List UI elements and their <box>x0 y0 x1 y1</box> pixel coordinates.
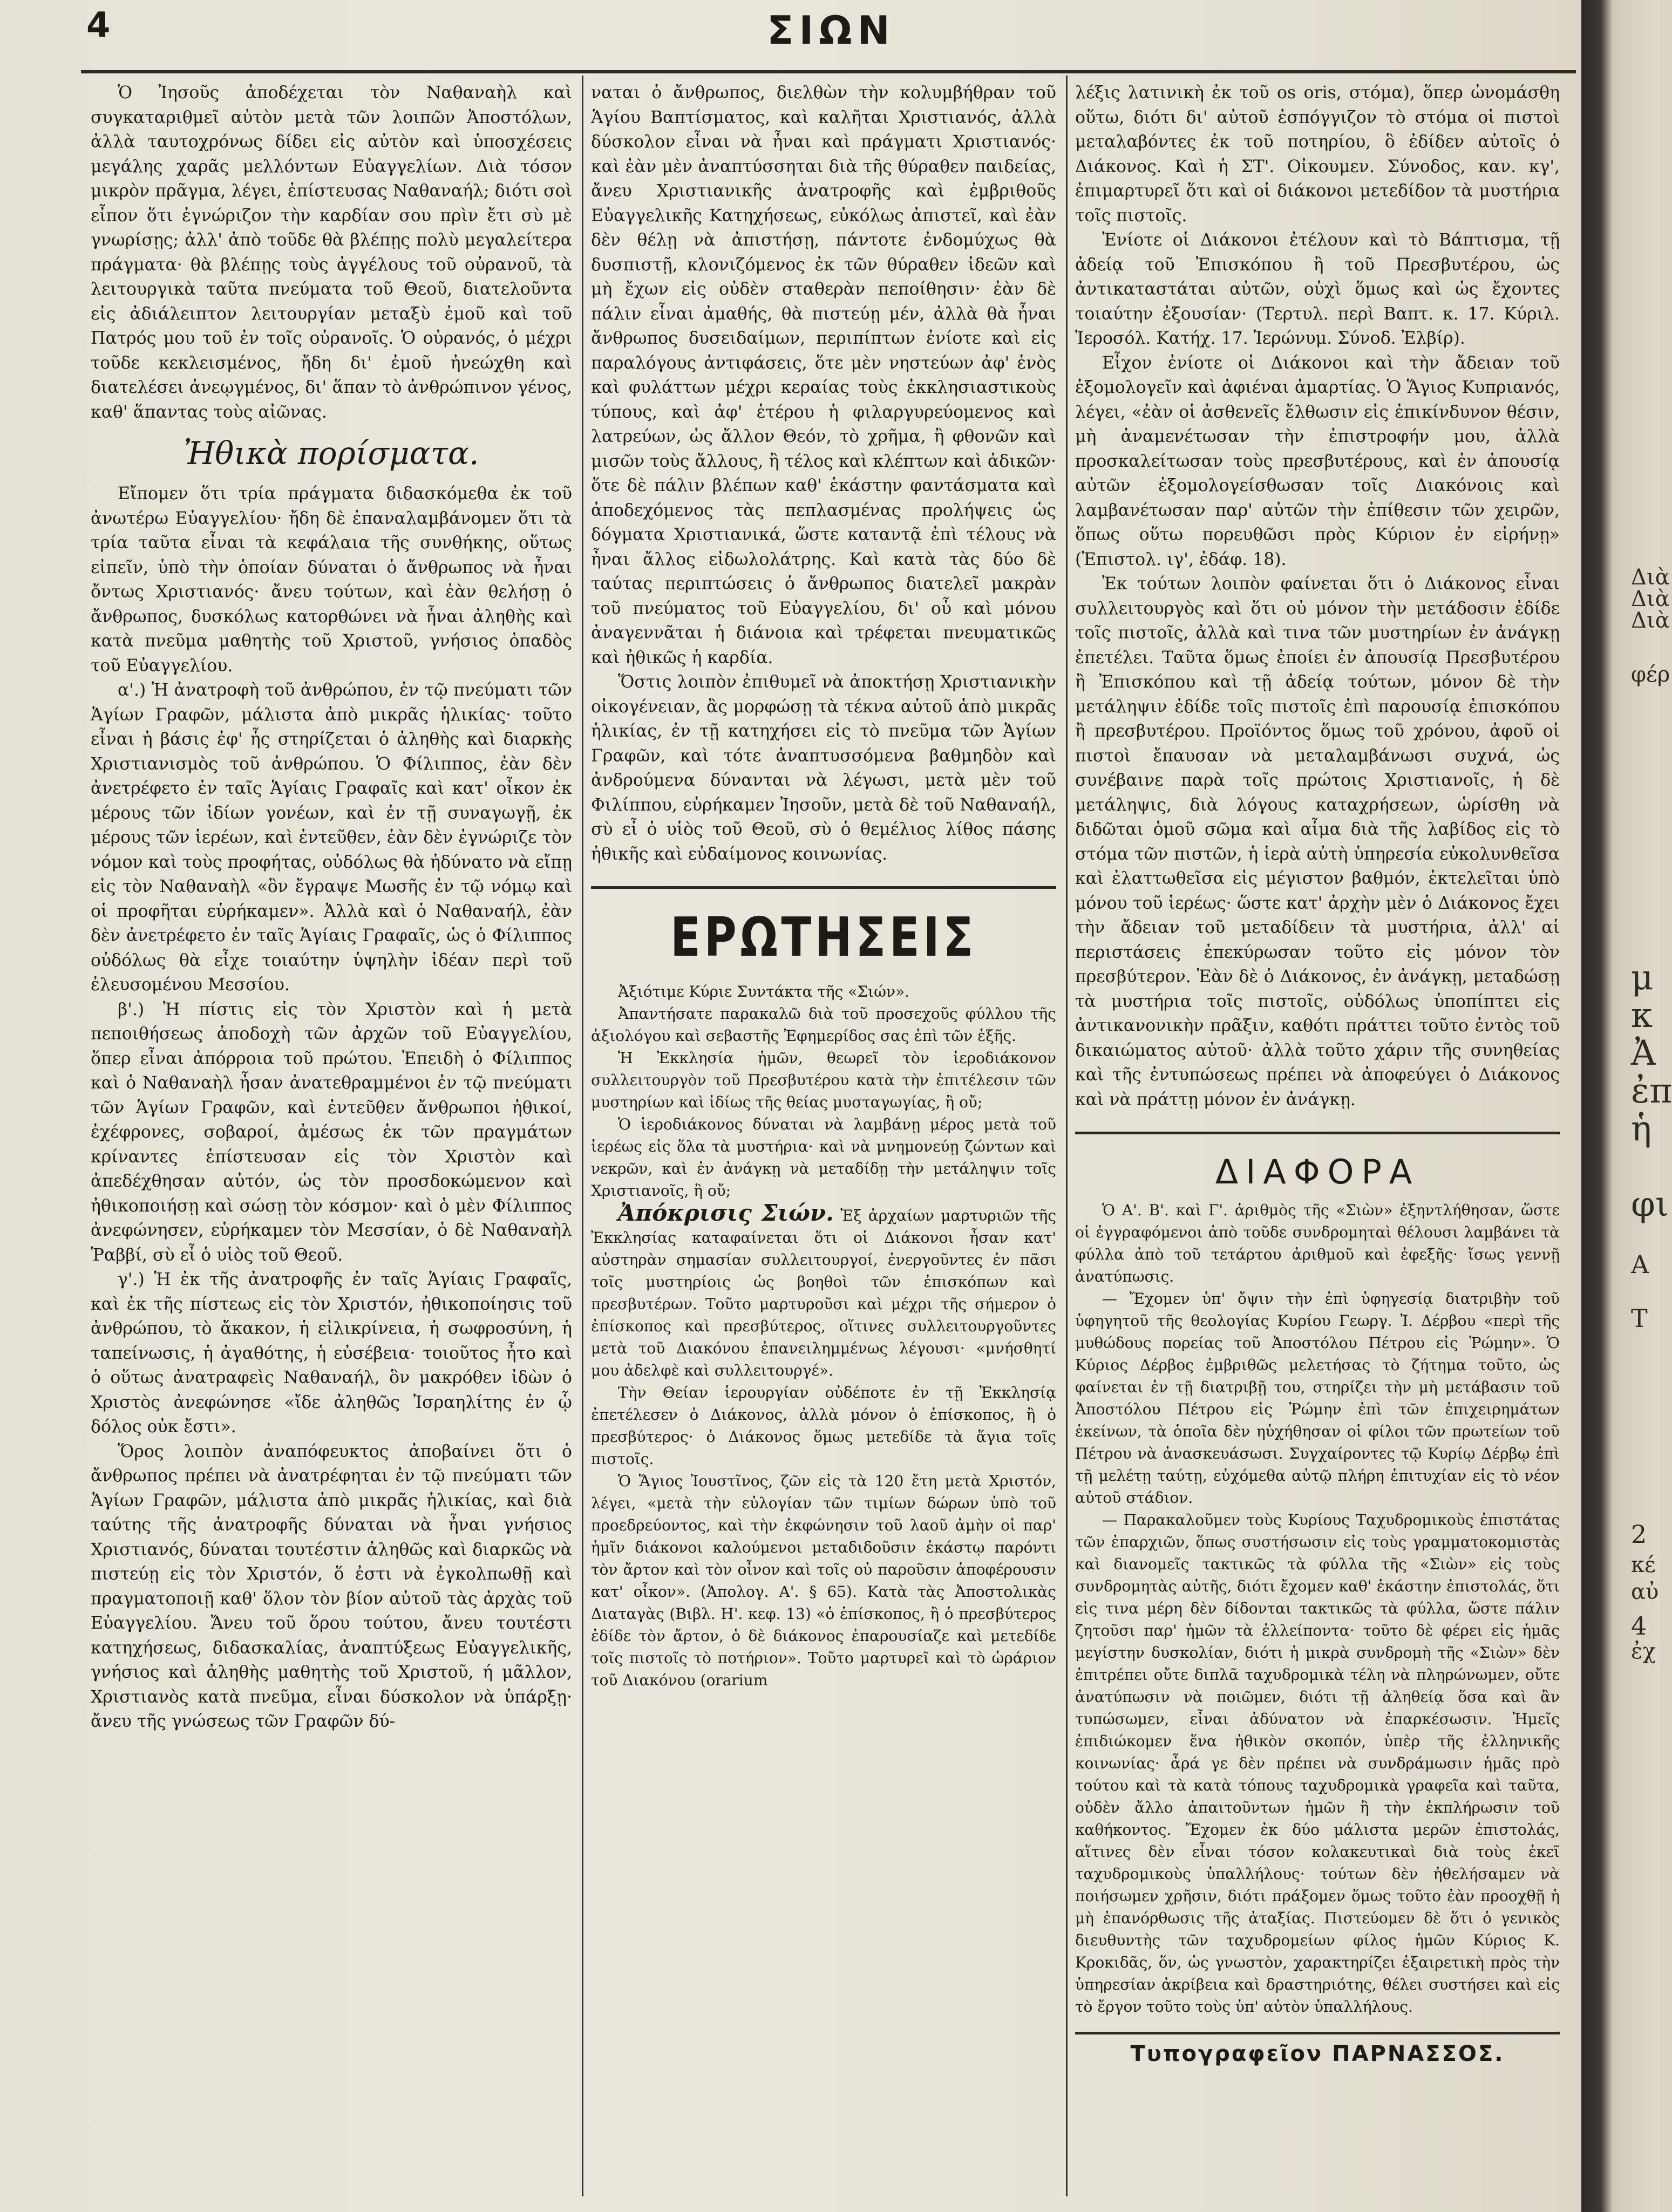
adjacent-page-fragment: Διὰ <box>1631 608 1670 633</box>
answer-label: Ἀπόκρισις Σιών. <box>618 1200 834 1226</box>
notice-paragraph: — Ἔχομεν ὑπ' ὄψιν τὴν ἐπὶ ὑφηγεσίᾳ διατριβὴν τοῦ ὑφηγητοῦ τῆς θεολογίας Κυρίου Γεωργ. Ἰ. Δέρβου «περὶ τῆς μυθώδους πορείας τοῦ Ἀποστόλου Πέτρου εἰς Ῥώμην». Ὁ Κύριος Δέρβος ἐμβριθῶς μελετήσας τὸ ζήτημα τοῦτο, ὡς φαίνεται ἐν τῇ διατριβῇ του, στηρίζει τὴν μὴ μετάβασιν τοῦ Ἀποστόλου Πέτρου εἰς Ῥώμην ἐπὶ τῶν ἐπιχειρημάτων ἐκείνων, τὰ ὁποῖα δὲν ηὐχήθησαν οἱ φίλοι τῶν πρωτείων τοῦ Πέτρου νὰ ἀνασκευάσωσι. Συγχαίροντες τῷ Κυρίῳ Δέρβῳ ἐπὶ τῇ μελέτῃ ταύτῃ, εὐχόμεθα αὐτῷ πλήρη ἐπιτυχίαν εἰς τὸ νέον αὐτοῦ στάδιον. <box>1075 1290 1560 1507</box>
letter-question: Ὁ ἱεροδιάκονος δύναται νὰ λαμβάνῃ μέρος μετὰ τοῦ ἱερέως εἰς ὅλα τὰ μυστήρια· καὶ νὰ μνημονεύῃ ζώντων καὶ νεκρῶν, καὶ ἐν ἀνάγκῃ νὰ μεταδίδῃ τὴν μετάληψιν τοῖς Χριστιανοῖς, ἢ οὔ; <box>591 1115 1056 1200</box>
printer-imprint: Τυπογραφεῖον ΠΑΡΝΑΣΣΟΣ. <box>1130 2041 1505 2066</box>
adjacent-page-fragment: Ἀ <box>1631 1033 1656 1073</box>
adjacent-page-fragment: Διὰ <box>1631 587 1670 611</box>
section-divider <box>1075 1132 1560 1134</box>
adjacent-page-fragment: Α <box>1631 1250 1649 1279</box>
article-paragraph: Ὅστις λοιπὸν ἐπιθυμεῖ νὰ ἀποκτήσῃ Χριστιανικὴν οἰκογένειαν, ἂς μορφώσῃ τὰ τέκνα αὐτοῦ ἀπὸ μικρᾶς ἡλικίας, ἐν τῇ κατηχήσει εἰς τὸ πνεῦμα τῶν Ἁγίων Γραφῶν, καὶ τότε ἀναπτυσσόμενα βαθμηδὸν καὶ ἀνδρούμενα δύνανται νὰ λέγωσι, μετὰ μὲν τοῦ Φιλίππου, εὑρήκαμεν Ἰησοῦν, μετὰ δὲ τοῦ Ναθαναήλ, σὺ εἶ ὁ υἱὸς τοῦ Θεοῦ, σὺ ὁ θεμέλιος λίθος πάσης ἠθικῆς καὶ εὐδαίμονος κοινωνίας. <box>591 672 1056 864</box>
adjacent-page-fragment: φι <box>1631 1185 1669 1224</box>
page-header <box>0 0 1581 94</box>
answer-paragraph: Ἐκ τούτων λοιπὸν φαίνεται ὅτι ὁ Διάκονος εἶναι συλλειτουργὸς καὶ ὅτι οὐ μόνον τὴν μετάδοσιν ἐδίδε τοῖς πιστοῖς, ἀλλὰ καὶ τινα τῶν μυστηρίων ἐν ἀνάγκῃ ἐπετέλει. Ταῦτα ὅμως ἐποίει ἐν ἀπουσίᾳ Πρεσβυτέρου ἢ Ἐπισκόπου καὶ τῇ ἀδείᾳ τούτων, μόνον δὲ τὴν μετάληψιν ἐδίδε τοῖς πιστοῖς ἐπὶ παρουσίᾳ ἐπισκόπου ἢ πρεσβυτέρου. Προϊόντος ὅμως τοῦ χρόνου, ἀφοῦ οἱ πιστοὶ ἔπαυσαν νὰ μεταλαμβάνωσι συχνά, ὡς συνέβαινε παρὰ τοῖς πρώτοις Χριστιανοῖς, ἡ δὲ μετάληψις, διὰ λόγους καταχρήσεων, ὡρίσθη νὰ διδῶται ὁμοῦ σῶμα καὶ αἷμα διὰ τῆς λαβίδος εἰς τὸ στόμα τῶν πιστῶν, ἡ ἱερὰ αὐτὴ ὑπηρεσία εὐκολυνθεῖσα καὶ ἐλαττωθεῖσα εἰς μέγιστον βαθμόν, ἐκτελεῖται ὑπὸ μόνου τοῦ ἱερέως· ὥστε κατ' ἀρχὴν μὲν ὁ Διάκονος ἔχει τὴν ἄδειαν τοῦ μεταδίδειν τὰ μυστήρια, ἀλλ' αἱ περιστάσεις ἐπεκύρωσαν τοῦτο εἰς μόνον τὸν πρεσβύτερον. Ἐὰν δὲ ὁ Διάκονος, ἐν ἀνάγκῃ, μεταδώσῃ τὰ μυστήρια τοῖς πιστοῖς, οὐδόλως ὑποπίπτει εἰς ἀντικανονικὴν πρᾶξιν, καθότι πράττει τοῦτο ἐντὸς τοῦ δικαιώματος αὐτοῦ· ἀλλὰ τοῦτο χάριν τῆς συνηθείας καὶ τῆς ἐντυπώσεως πρέπει νὰ ἀποφεύγει ὁ Διάκονος καὶ νὰ πράττῃ μόνον ἐν ἀνάγκῃ. <box>1075 574 1560 1110</box>
article-paragraph: β'.) Ἡ πίστις εἰς τὸν Χριστὸν καὶ ἡ μετὰ πεποιθήσεως ἀποδοχὴ τῶν ἀρχῶν τοῦ Εὐαγγελίου, ὅπερ εἶναι ἀπόρροια τοῦ πρώτου. Ἐπειδὴ ὁ Φίλιππος καὶ ὁ Ναθαναὴλ ἦσαν ἀνατεθραμμένοι ἐν τῷ πνεύματι τῶν Ἁγίων Γραφῶν, καὶ ἐντεῦθεν ἄνθρωποι ἠθικοί, ἐχέφρονες, σοβαροί, ἀμέσως ἐκ τῶν πραγμάτων κρίναντες ἐπίστευσαν εἰς τὸν Χριστὸν καὶ ἀπεδέχθησαν αὐτόν, ὡς τὸν προσδοκώμενον καὶ ἠθικοποιήσῃ καὶ σώσῃ τὸν κόσμον· καὶ ὁ μὲν Φίλιππος ἀνεφώνησεν, εὑρήκαμεν τὸν Μεσσίαν, ὁ δὲ Ναθαναὴλ Ῥαββί, σὺ εἶ ὁ υἱὸς τοῦ Θεοῦ. <box>91 999 572 1265</box>
header-rule <box>81 70 1576 73</box>
article-paragraph: Ὁ Ἰησοῦς ἀποδέχεται τὸν Ναθαναὴλ καὶ συγκαταριθμεῖ αὐτὸν μετὰ τῶν λοιπῶν Ἀποστόλων, ἀλλὰ ταυτοχρόνως δίδει εἰς αὐτὸν καὶ ὑποσχέσεις μεγάλης χαρᾶς μελλόντων Εὐαγγελίων. Διὰ τόσον μικρὸν πρᾶγμα, λέγει, ἐπίστευσας Ναθαναήλ; διότι σοὶ εἶπον ὅτι ἐγνώριζον τὴν καρδίαν σου πρὶν ἔτι σὺ μὲ γνωρίσῃς; ἀλλ' ἀπὸ τοῦδε θὰ βλέπῃς πολὺ μεγαλείτερα πράγματα· θὰ βλέπῃς τοὺς ἀγγέλους τοῦ οὐρανοῦ, τὰ λειτουργικὰ ταῦτα πνεύματα τοῦ Θεοῦ, διατελοῦντα εἰς ἀδιάλειπτον λειτουργίαν μεταξὺ ἐμοῦ καὶ τοῦ Πατρός μου τοῦ ἐν τοῖς οὐρανοῖς. Ὁ οὐρανός, ὁ μέχρι τοῦδε κεκλεισμένος, ἤδη δι' ἐμοῦ ἠνεώχθη καὶ διατελέσει ἀνεῳγμένος, δι' ἅπαν τὸ ἀνθρώπινον γένος, καθ' ἅπαντας τοὺς αἰῶνας. <box>91 83 572 422</box>
answer-paragraph: Ὁ Ἅγιος Ἰουστῖνος, ζῶν εἰς τὰ 120 ἔτη μετὰ Χριστόν, λέγει, «μετὰ τὴν εὐλογίαν τῶν τιμίων δώρων ὑπὸ τοῦ προεδρεύοντος, καὶ τὴν ἐκφώνησιν τοῦ λαοῦ ἀμὴν οἱ παρ' ἡμῖν διάκονοι καλούμενοι μεταδιδοῦσιν ἑκάστῳ παρόντι τὸν ἄρτον καὶ τὸν οἶνον καὶ τοῖς οὐ παροῦσιν ἀποφέρουσιν κατ' οἶκον». (Ἀπολογ. Α'. § 65). Κατὰ τὰς Ἀποστολικὰς Διαταγὰς (Βιβλ. Η'. κεφ. 13) «ὁ ἐπίσκοπος, ἢ ὁ πρεσβύτερος ἐδίδε τὸν ἄρτον, ὁ δὲ διάκονος ἐπαρουσίαζε καὶ μετεδίδε τοῖς πιστοῖς τὸ ποτήριον». Τοῦτο μαρτυρεῖ καὶ τὸ ὡράριον τοῦ Διακόνου (orarium <box>591 1472 1056 1689</box>
adjacent-page-fragment: 4 <box>1631 1611 1647 1641</box>
column-divider <box>582 76 583 2196</box>
adjacent-page-fragment: Τ <box>1631 1304 1648 1333</box>
article-paragraph: Εἴπομεν ὅτι τρία πράγματα διδασκόμεθα ἐκ τοῦ ἀνωτέρω Εὐαγγελίου· ἤδη δὲ ἐπαναλαμβάνομεν ὅτι τὰ τρία ταῦτα εἶναι τὰ κεφάλαια τῆς συνθήκης, οὕτως εἰπεῖν, ὑπὸ τὴν ὁποίαν δύναται ὁ ἄνθρωπος νὰ ἦναι ὄντως Χριστιανός· ἄνευ τούτων, καὶ ἐὰν θελήσῃ ὁ ἄνθρωπος, δυσκόλως κατορθώνει νὰ ἦναι ἀληθὴς καὶ κατὰ πνεῦμα μαθητὴς τοῦ Χριστοῦ, γνήσιος ὀπαδὸς τοῦ Εὐαγγελίου. <box>91 484 572 676</box>
section-divider <box>591 886 1056 889</box>
section-heading-questions: ΕΡΩΤΗΣΕΙΣ <box>670 906 977 969</box>
article-paragraph: γ'.) Ἡ ἐκ τῆς ἀνατροφῆς ἐν ταῖς Ἁγίαις Γραφαῖς, καὶ ἐκ τῆς πίστεως εἰς τὸν Χριστόν, ἠθικοποίησις τοῦ ἀνθρώπου, τὸ ἄκακον, ἡ εἰλικρίνεια, ἡ σωφροσύνη, ἡ ταπείνωσις, ἡ ἀγαθότης, ἡ εὐσέβεια· τοιοῦτος ἦτο καὶ ὁ οὕτως ἀνατραφεὶς Ναθαναήλ, ὃν μακρόθεν ἰδὼν ὁ Χριστὸς ἀνεφώνησε «ἴδε ἀληθῶς Ἰσραηλίτης ἐν ᾧ δόλος οὐκ ἔστι». <box>91 1270 572 1437</box>
section-heading-ethical: Ἠθικὰ πορίσματα. <box>183 435 479 472</box>
letter-question: Ἡ Ἐκκλησία ἡμῶν, θεωρεῖ τὸν ἱεροδιάκονον συλλειτουργὸν τοῦ Πρεσβυτέρου κατὰ τὴν ἐπιτέλεσιν τῶν μυστηρίων καὶ ἰδίως τῆς θείας μυσταγωγίας, ἢ οὔ; <box>591 1049 1056 1111</box>
adjacent-page-edge <box>1581 0 1672 2212</box>
answer-paragraph: Ἐξ ἀρχαίων μαρτυριῶν τῆς Ἐκκλησίας καταφαίνεται ὅτι οἱ Διάκονοι ἦσαν κατ' αὐστηρὰν σημασίαν συλλειτουργοί, ἐνεργοῦντες ἐν πᾶσι τοῖς μυστηρίοις ὡς βοηθοὶ τῶν ἐπισκόπων καὶ πρεσβυτέρων. Τοῦτο μαρτυροῦσι καὶ μέχρι τῆς σήμερον ὁ ἐπίσκοπος καὶ πρεσβύτερος, οἵτινες συλλειτουργοῦντες μετὰ τοῦ Διακόνου ἐπανειλημμένως λέγουσι· «μνήσθητί μου ἀδελφὲ καὶ συλλειτουργέ». <box>591 1207 1056 1379</box>
answer-paragraph: Τὴν Θείαν ἱερουργίαν οὐδέποτε ἐν τῇ Ἐκκλησίᾳ ἐπετέλεσεν ὁ Διάκονος, ἀλλὰ μόνον ὁ ἐπίσκοπος, ἢ ὁ πρεσβύτερος· ὁ Διάκονος ὅμως μετεδίδε τὰ ἅγια τοῖς πιστοῖς. <box>591 1384 1056 1468</box>
answer-paragraph: Εἶχον ἐνίοτε οἱ Διάκονοι καὶ τὴν ἄδειαν τοῦ ἐξομολογεῖν καὶ ἀφιέναι ἁμαρτίας. Ὁ Ἅγιος Κυπριανός, λέγει, «ἐὰν οἱ ἀσθενεῖς ἔλθωσιν εἰς ἐπικίνδυνον θέσιν, μὴ ἀναμενέτωσαν τὴν ἐπιστροφήν μου, ἀλλὰ προσκαλείτωσαν τοὺς πρεσβυτέρους, καὶ ἐν ἀπουσίᾳ αὐτῶν ἐξομολογείσθωσαν τοῖς Διακόνοις καὶ λαμβανέτωσαν παρ' αὐτῶν τὴν ἐπίθεσιν τῶν χειρῶν, ὅπως οὕτω πορευθῶσι πρὸς Κύριον ἐν εἰρήνῃ» (Ἐπιστολ. ιγ', ἐδάφ. 18). <box>1075 353 1560 569</box>
adjacent-page-fragment: ἐχ <box>1631 1639 1656 1664</box>
letter-paragraph: Ἀπαντήσατε παρακαλῶ διὰ τοῦ προσεχοῦς φύλλου τῆς ἀξιολόγου καὶ σεβαστῆς Ἐφημερίδος σας ἐπὶ τῶν ἑξῆς. <box>591 1005 1056 1045</box>
imprint-divider <box>1075 2032 1560 2034</box>
page-number: 4 <box>86 5 111 45</box>
section-heading-miscellany: ΔΙΑΦΟΡΑ <box>1215 1152 1420 1192</box>
notice-paragraph: — Παρακαλοῦμεν τοὺς Κυρίους Ταχυδρομικοὺς ἐπιστάτας τῶν ἐπαρχιῶν, ὅπως συστήσωσιν εἰς τοὺς γραμματοκομιστὰς καὶ διανομεῖς τακτικῶς τὰ φύλλα τῆς «Σιὼν» εἰς τοὺς συνδρομητὰς αὐτῆς, διότι ἔχομεν καθ' ἑκάστην ἐπιστολάς, ὅτι εἰς τινα μέρη δὲν δίδονται τακτικῶς τὰ φύλλα, ὥστε πάλιν ζητοῦσι παρ' ἡμῶν τὰ ἐλλείποντα· τοῦτο δὲ φέρει εἰς ἡμᾶς μεγίστην δυσκολίαν, διότι ἡ μικρὰ συνδρομὴ τῆς «Σιὼν» δὲν ἐπιτρέπει οὔτε διπλᾶ ταχυδρομικὰ τέλη νὰ πληρώνωμεν, οὔτε ἀνατύπωσιν νὰ ποιῶμεν, διότι τῇ ἀληθείᾳ ὅσα καὶ ἂν τυπώσωμεν, εἶναι ἀδύνατον νὰ ἐπαρκέσωσιν. Ἡμεῖς ἐπιδιώκομεν ἕνα ἠθικὸν σκοπόν, ὑπὲρ τῆς ἑλληνικῆς κοινωνίας· ἆρά γε δὲν πρέπει νὰ συνδράμωσιν ἡμᾶς πρὸ τούτου καὶ τὰ κατὰ τόπους ταχυδρομικὰ γραφεῖα καὶ ταῦτα, οὐδὲν ἄλλο ἀπαιτοῦντων ἡμῶν ἢ τὴν ἐκπλήρωσιν τοῦ καθήκοντος. Ἔχομεν ἐκ δύο μάλιστα μερῶν ἐπιστολάς, αἵτινες δὲν εἶναι τόσον κολακευτικαὶ διὰ τοὺς ἐκεῖ ταχυδρομικοὺς ὑπαλλήλους· τούτων δὲν ἠθελήσαμεν νὰ ποιήσωμεν χρῆσιν, διότι πράξομεν ὅμως τοῦτο ἐὰν προοχθῇ ἡ μὴ ἐπανόρθωσις τῆς ἀταξίας. Πιστεύομεν δὲ ὅτι ὁ γενικὸς διευθυντὴς τῶν ταχυδρομείων φίλος ἡμῶν Κύριος Κ. Κροκιδᾶς, ὅν, ὡς γνωστὸν, χαρακτηρίζει ἐξαιρετικὴ πρὸς τὴν ὑπηρεσίαν ἀκρίβεια καὶ δραστηριότης, θέλει συστήσει καὶ εἰς τὸ ἔργον τοῦτο τοὺς ὑπ' αὐτὸν ὑπαλλήλους. <box>1075 1511 1560 2016</box>
adjacent-page-fragment: κ <box>1631 996 1653 1036</box>
letter-salutation: Ἀξιότιμε Κύριε Συντάκτα τῆς «Σιών». <box>618 983 910 1000</box>
adjacent-page-fragment: κέ <box>1631 1553 1656 1577</box>
article-paragraph: Ὅρος λοιπὸν ἀναπόφευκτος ἀποβαίνει ὅτι ὁ ἄνθρωπος πρέπει νὰ ἀνατρέφηται ἐν τῷ πνεύματι τῶν Ἁγίων Γραφῶν, μάλιστα ἀπὸ μικρᾶς ἡλικίας, καὶ διὰ ταύτης τῆς ἀνατροφῆς δύναται νὰ ἦναι γνήσιος Χριστιανός, δύναται τουτέστιν ἀληθῶς καὶ διαρκῶς νὰ πιστεύῃ εἰς τὸν Χριστόν, ὅ ἐστι νὰ ἐγκολπωθῇ καὶ πραγματοποιῇ καθ' ὅλον τὸν βίον αὐτοῦ τὰς ἀρχὰς τοῦ Εὐαγγελίου. Ἄνευ τοῦ ὅρου τούτου, ἄνευ τουτέστι κατηχήσεως, διδασκαλίας, ἀναπτύξεως Εὐαγγελικῆς, γνήσιος καὶ ἀληθὴς μαθητὴς τοῦ Χριστοῦ, ή μᾶλλον, Χριστιανὸς κατὰ πνεῦμα, εἶναι δύσκολον νὰ ὑπάρξῃ· ἄνευ τῆς γνώσεως τῶν Γραφῶν δύ- <box>91 1441 572 1731</box>
answer-paragraph: Ἐνίοτε οἱ Διάκονοι ἐτέλουν καὶ τὸ Βάπτισμα, τῇ ἀδείᾳ τοῦ Ἐπισκόπου ἢ τοῦ Πρεσβυτέρου, ὡς ἀντικαταστάται αὐτῶν, οὐχὶ ὅμως καὶ ὡς ἔχοντες τοιαύτην ἐξουσίαν· (Τερτυλ. περὶ Βαπτ. κ. 17. Κύριλ. Ἱεροσόλ. Κατήχ. 17. Ἱερώνυμ. Σύνοδ. Ἐλβίρ). <box>1075 230 1560 348</box>
adjacent-page-fragment: μ <box>1631 958 1654 998</box>
column-1 <box>91 81 572 2180</box>
article-paragraph: ναται ὁ ἄνθρωπος, διελθὼν τὴν κολυμβήθραν τοῦ Ἁγίου Βαπτίσματος, καὶ καλῆται Χριστιανός, ἀλλὰ δύσκολον εἶναι νὰ ἦναι καὶ πράγματι Χριστιανός· καὶ ἐὰν μὲν ἀναπτύσσηται διὰ τῆς θύραθεν παιδείας, ἄνευ Χριστιανικῆς ἀνατροφῆς καὶ ἐμβριθοῦς Εὐαγγελικῆς Κατηχήσεως, εὐκόλως ἀπιστεῖ, καὶ ἐὰν δὲν θέλῃ νὰ ἀπιστήσῃ, πάντοτε ἐνδομύχως θὰ δυσπιστῇ, κλονιζόμενος ἐκ τῶν θύραθεν ἰδεῶν καὶ μὴ ἔχων εἰς οὐδὲν σταθερὰν πεποίθησιν· ἐὰν δὲ πάλιν εἶναι ἀμαθής, θὰ πιστεύῃ μέν, ἀλλὰ θὰ ἦναι ἄνθρωπος δυσειδαίμων, περιπίπτων ἐνίοτε καὶ εἰς παραλόγους ἀντιφάσεις, ὅτε μὲν νηστεύων ἀφ' ἑνὸς καὶ φυλάττων μέχρι κεραίας τοὺς ἐκκλησιαστικοὺς τύπους, καὶ ἀφ' ἑτέρου ἡ φιλαργυρεύομενος καὶ λατρεύων, ὡς ἄλλον Θεόν, τὸ χρῆμα, ἢ φθονῶν καὶ μισῶν τοὺς ἄλλους, ἢ τέλος καὶ κλέπτων καὶ ἀδικῶν· ὅτε δὲ πάλιν βλέπων καθ' ἑκάστην φαντάσματα καὶ ἀποδεχόμενος τὰς πεπλασμένας προλήψεις ὡς δόγματα Χριστιανικά, ὥστε καταντᾷ ἐπὶ τέλους νὰ ἦναι ἄλλος εἰδωλολάτρης. Καὶ κατὰ τὰς δύο δὲ ταύτας περιπτώσεις ὁ ἄνθρωπος διατελεῖ μακρὰν τοῦ πνεύματος τοῦ Εὐαγγελίου, δι' οὗ καὶ μόνου ἀναγεννᾶται ἡ διάνοια καὶ τρέφεται πνευματικῶς καὶ ἠθικῶς ἡ καρδία. <box>591 83 1056 668</box>
adjacent-page-fragment: ἡ <box>1631 1109 1652 1149</box>
column-2 <box>591 81 1056 2180</box>
adjacent-page-fragment: φέρ <box>1631 662 1670 687</box>
adjacent-page-fragment: 2 <box>1631 1520 1647 1549</box>
column-3 <box>1075 81 1560 2180</box>
column-divider <box>1066 76 1068 2196</box>
answer-paragraph: λέξις λατινικὴ ἐκ τοῦ os oris, στόμα), ὅπερ ὠνομάσθη οὕτω, διότι δι' αὐτοῦ ἐσπόγγιζον τὸ στόμα οἱ πιστοὶ μεταλαβόντες ἐκ τοῦ ποτηρίου, ὃ ἐδίδεν αὐτοῖς ὁ Διάκονος. Καὶ ἡ ΣΤ'. Οἰκουμεν. Σύνοδος, καν. κγ', ἐπιμαρτυρεῖ ὅτι καὶ οἱ διάκονοι μετεδίδον τὰ μυστήρια τοῖς πιστοῖς. <box>1075 83 1560 226</box>
masthead-title: ΣΙΩΝ <box>767 8 895 53</box>
adjacent-page-fragment: αὐ <box>1631 1580 1659 1604</box>
article-paragraph: α'.) Ἡ ἀνατροφὴ τοῦ ἀνθρώπου, ἐν τῷ πνεύματι τῶν Ἁγίων Γραφῶν, μάλιστα ἀπὸ μικρᾶς ἡλικίας· τοῦτο εἶναι ἡ βάσις ἐφ' ἧς στηρίζεται ὁ ἀληθὴς καὶ διαρκὴς Χριστιανισμὸς τοῦ ἀνθρώπου. Ὁ Φίλιππος, ἐὰν δὲν ἀνετρέφετο ἐν ταῖς Ἁγίαις Γραφαῖς καὶ κατ' οἶκον ἐκ μέρους τῶν ἰδίων γονέων, καὶ ἐν τῇ συναγωγῇ, ἐκ μέρους τῶν ἱερέων, καὶ ἐντεῦθεν, ἐὰν δὲν ἐγνώριζε τὸν νόμον καὶ τοὺς προφήτας, οὐδόλως θὰ ἠδύνατο νὰ εἴπῃ εἰς τὸν Ναθαναὴλ «ὃν ἔγραψε Μωσῆς ἐν τῷ νόμῳ καὶ οἱ προφῆται εὑρήκαμεν». Ἀλλὰ καὶ ὁ Ναθαναήλ, ἐὰν δὲν ἀνετρέφετο ἐν ταῖς Ἁγίαις Γραφαῖς, ὡς ὁ Φίλιππος οὐδόλως θὰ εἶχε τοιαύτην ὑψηλὴν ἰδέαν περὶ τοῦ ἐλευσομένου Μεσσίου. <box>91 680 572 995</box>
adjacent-page-fragment: ἐπ <box>1631 1071 1672 1111</box>
notice-paragraph: Ὁ Α'. Β'. καὶ Γ'. ἀριθμὸς τῆς «Σιὼν» ἐξηντλήθησαν, ὥστε οἱ ἐγγραφόμενοι ἀπὸ τοῦδε συνδρομηταὶ θέλουσι λαμβάνει τὰ φύλλα ἀπὸ τοῦ τετάρτου ἀριθμοῦ καὶ ἐφεξῆς· ἴσως γεννῇ ἀνατύπωσις. <box>1075 1201 1560 1285</box>
adjacent-page-fragment: Διὰ <box>1631 565 1670 590</box>
